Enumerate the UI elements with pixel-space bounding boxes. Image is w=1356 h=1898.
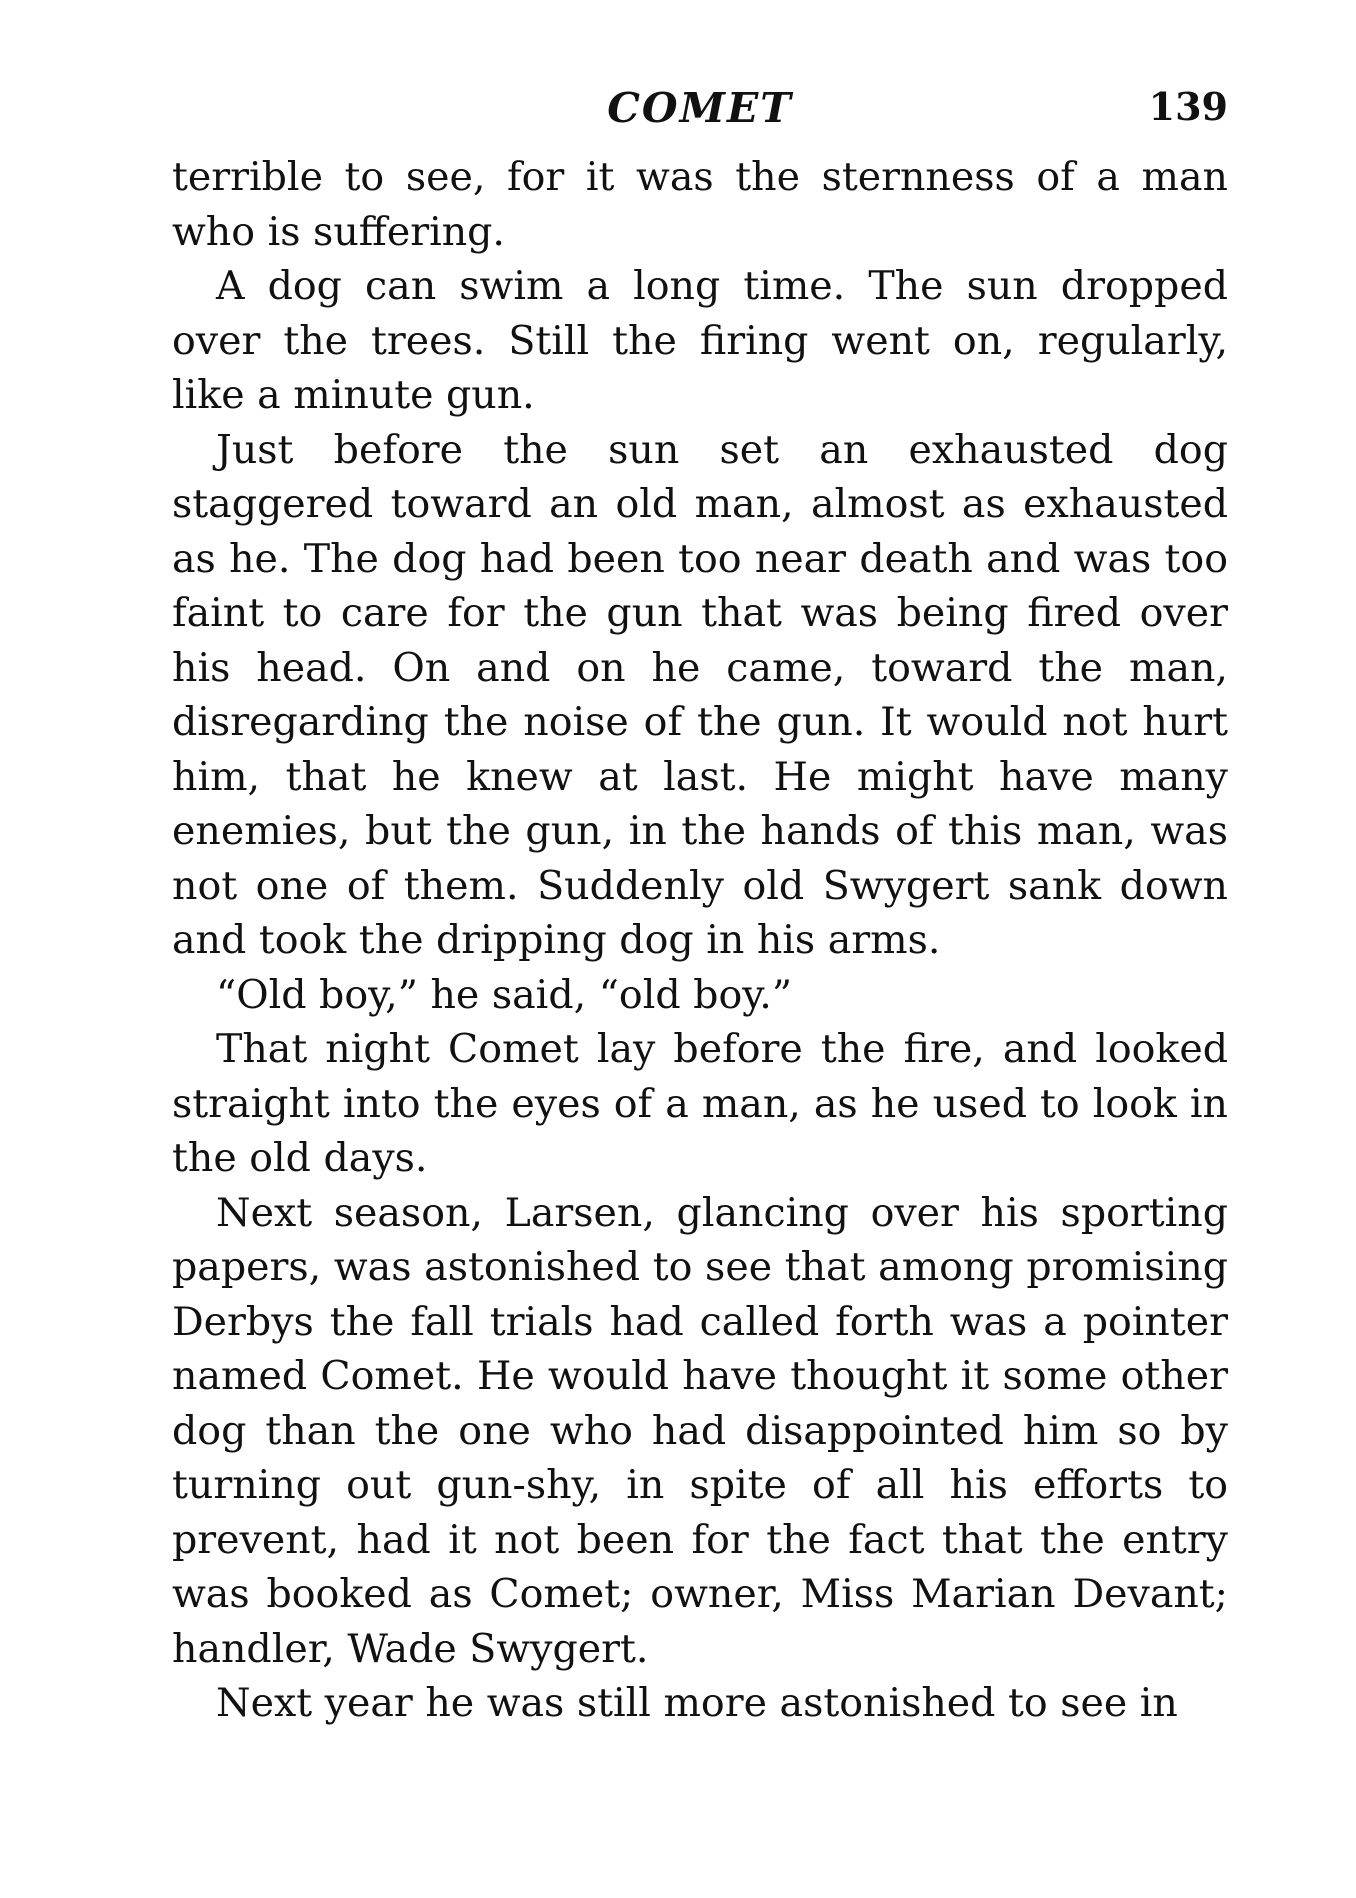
- page-number: 139: [1148, 84, 1228, 129]
- paragraph: Just before the sun set an exhausted dog staggered toward an old man, almost as exhausted as he. The dog had been too near death and was too faint to care for the gun that was being fired over his head. On and on he came, toward the man, disregarding the noise of the gun. It would not hurt him, that he knew at last. He might have many enemies, but the gun, in the hands of this man, was not one of them. Suddenly old Swygert sank down and took the dripping dog in his arms.: [172, 426, 1228, 963]
- paragraph-dialogue: “Old boy,” he said, “old boy.”: [216, 971, 793, 1018]
- paragraph-continued: terrible to see, for it was the sternness of a man who is suffering.: [172, 154, 1228, 255]
- paragraph: A dog can swim a long time. The sun dropped over the trees. Still the firing went on, regularly, like a minute gun.: [172, 263, 1228, 418]
- running-title: COMET: [607, 84, 793, 132]
- paragraph: That night Comet lay before the fire, and looked straight into the eyes of a man, as he used to look in the old days.: [172, 1026, 1228, 1181]
- book-page: [172, 80, 1228, 1731]
- paragraph: Next season, Larsen, glancing over his sporting papers, was astonished to see that among promising Derbys the fall trials had called forth was a pointer named Comet. He would have thought it some other dog than the one who had disappointed him so by turning out gun-shy, in spite of all his efforts to prevent, had it not been for the fact that the entry was booked as Comet; owner, Miss Marian Devant; handler, Wade Swygert.: [172, 1189, 1228, 1672]
- paragraph-continues-next-page: Next year he was still more astonished to see in: [216, 1680, 1178, 1726]
- body-text: [172, 150, 1228, 1731]
- running-head: [172, 80, 1228, 150]
